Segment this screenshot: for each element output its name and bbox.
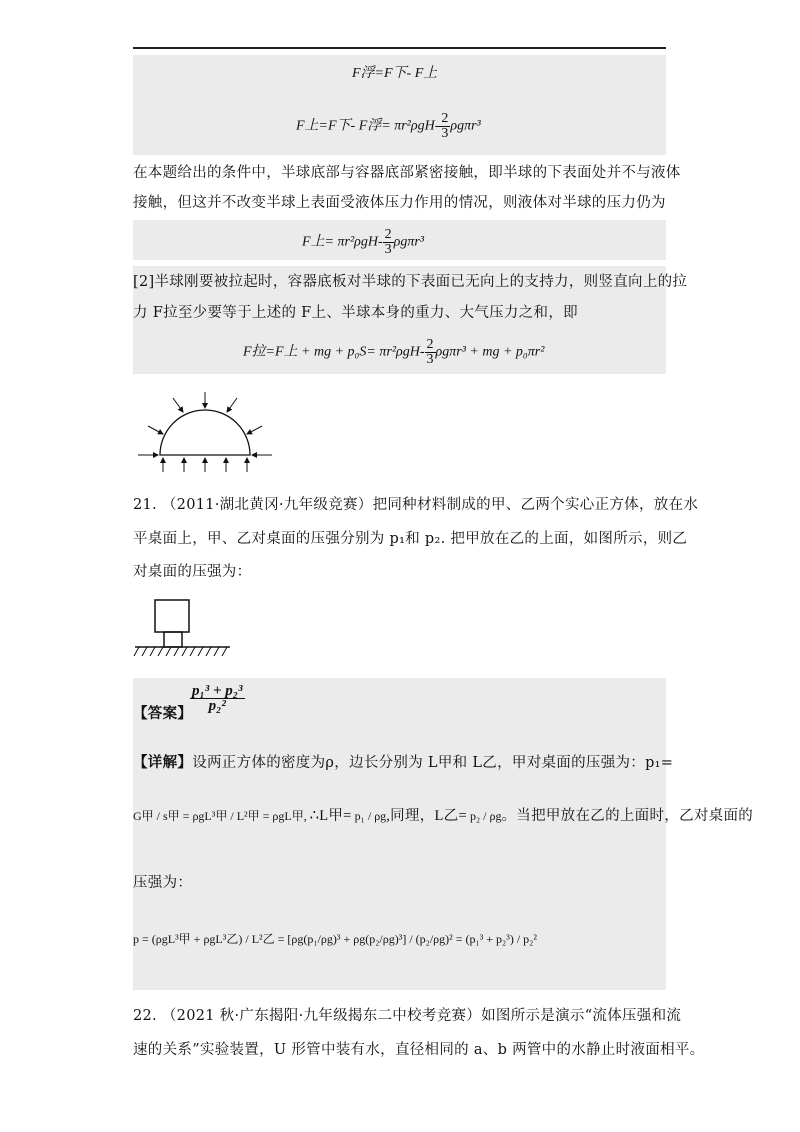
detail-line-1 (133, 753, 673, 773)
fraction (190, 684, 245, 713)
table-hatching (134, 647, 227, 656)
hemisphere-diagram (133, 390, 273, 475)
detail-text: 。当把甲放在乙的上面时，乙对桌面的 (501, 808, 754, 824)
denominator: p₂² (208, 698, 226, 714)
detail-formula: p₁ / ρg (354, 809, 387, 823)
formula-text: F上= πr²ρgH- (302, 234, 383, 250)
question-22-line: 22. （2021 秋·广东揭阳·九年级揭东二中校考竞赛）如图所示是演示“流体压强和流 (133, 1008, 682, 1024)
detail-line-3: 压强为： (133, 875, 193, 891)
formula-text: F上=F下- F浮= πr²ρgH- (296, 118, 440, 134)
denominator: 3 (384, 242, 392, 257)
fraction (383, 228, 394, 257)
formula-top-force-2 (302, 228, 424, 257)
paragraph-line: 力 F拉至少要等于上述的 F上、半球本身的重力、大气压力之和，即 (133, 305, 578, 321)
numerator: 2 (384, 227, 392, 242)
formula-text: ρgπr³ (393, 234, 425, 250)
detail-formula: G甲 / s甲 = ρgL³甲 / L²甲 = ρgL甲, (133, 809, 307, 823)
formula-buoyancy (352, 62, 437, 82)
detail-label: 【详解】 (133, 754, 193, 771)
hemisphere-shape (160, 410, 250, 455)
formula-text: F拉=F上 + mg + p₀S= πr²ρgH- (243, 344, 425, 360)
formula-text: ρgπr³ (450, 118, 481, 134)
detail-formula: p₂ / ρg (469, 809, 502, 823)
formula-top-force-1 (296, 112, 481, 141)
fraction (439, 112, 450, 141)
answer-formula (190, 684, 245, 713)
pressure-arrows (138, 392, 272, 472)
cube-yi (164, 632, 182, 647)
numerator: 2 (426, 337, 434, 352)
paragraph-line: [2]半球刚要被拉起时，容器底板对半球的下表面已无向上的支持力，则竖直向上的拉 (133, 274, 688, 290)
cubes-diagram (133, 598, 233, 660)
formula-text: F浮=F下- F上 (352, 66, 438, 81)
numerator: p₁³ + p₂³ (192, 683, 243, 699)
paragraph-line: 在本题给出的条件中，半球底部与容器底部紧密接触，即半球的下表面处并不与液体 (133, 165, 681, 181)
numerator: 2 (441, 111, 449, 126)
paragraph-line: 接触，但这并不改变半球上表面受液体压力作用的情况，则液体对半球的压力仍为 (133, 195, 666, 211)
detail-text: ∴L甲= (309, 808, 352, 824)
question-21-line: 对桌面的压强为： (133, 564, 252, 580)
header-rule (133, 47, 666, 49)
answer-label: 【答案】 (133, 705, 193, 722)
question-21-line: 平桌面上，甲、乙对桌面的压强分别为 p₁和 p₂. 把甲放在乙的上面，如图所示，则乙 (133, 531, 688, 547)
detail-text: ,同理，L乙= (386, 808, 467, 824)
detail-final-formula: p = (ρgL³甲 + ρgL³乙) / L²乙 = [ρg(p₁/ρg)³ + ρg(p₂/ρg)³] / (p₂/ρg)² = (p₁³ + p₂³) / p₂² (133, 932, 537, 946)
detail-text: 设两正方体的密度为ρ，边长分别为 L甲和 L乙，甲对桌面的压强为：p₁= (192, 755, 674, 771)
question-22-line: 速的关系”实验装置，U 形管中装有水，直径相同的 a、b 两管中的水静止时液面相平。 (133, 1042, 705, 1058)
formula-text: ρgπr³ + mg + p₀πr² (435, 344, 545, 360)
cube-jia (155, 600, 189, 632)
denominator: 3 (441, 126, 449, 141)
detail-line-2 (133, 806, 753, 826)
fraction (425, 338, 436, 367)
denominator: 3 (426, 352, 434, 367)
question-21-line: 21. （2011·湖北黄冈·九年级竞赛）把同种材料制成的甲、乙两个实心正方体，放在水 (133, 497, 699, 513)
formula-pull-force (243, 338, 544, 367)
